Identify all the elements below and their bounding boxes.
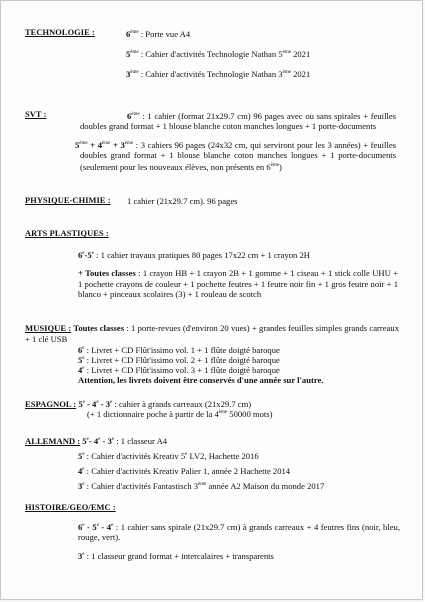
arts-line-toutes-classes: + Toutes classes : 1 crayon HB + 1 crayon 2B + 1 gomme + 1 ciseau + 1 stick colle UHU + 1 pochette crayons de couleur + 1 pochette feutres + 1 feutre noir fin + 1 gros feutre noir + 1 blanco + pinceaux scolaires (3) + 1 rouleau de scotch bbox=[78, 268, 398, 300]
musique-warning: Attention, les livrets doivent être conservés d'une année sur l'autre. bbox=[78, 375, 324, 385]
allemand-line-5: 5e : Cahier d'activités Kreativ 5e LV2, Hachette 2016 bbox=[78, 450, 259, 461]
espagnol-dictionary: (+ 1 dictionnaire poche à partir de la 4ème 50000 mots) bbox=[87, 408, 273, 419]
heading-espagnol: ESPAGNOL : bbox=[25, 398, 77, 409]
histoire-line-3: 3e : 1 classeur grand format + intercalaires + transparents bbox=[78, 550, 274, 561]
techno-line-5: 5ème : Cahier d'activités Technologie Nathan 5ème 2021 bbox=[126, 48, 311, 59]
allemand-line-4: 4e : Cahier d'activités Kreativ Palier 1, année 2 Hachette 2014 bbox=[78, 465, 291, 476]
heading-histoire-geo-emc: HISTOIRE/GEO/EMC : bbox=[25, 503, 116, 512]
techno-line-6: 6ème : Porte vue A4 bbox=[126, 28, 191, 39]
techno-line-3: 3ème : Cahier d'activités Technologie Nathan 3ème 2021 bbox=[126, 68, 311, 79]
physique-line: 1 cahier (21x29.7 cm). 96 pages bbox=[127, 196, 238, 206]
histoire-line-6-5-4: 6e - 5e - 4e : 1 cahier sans spirale (21x29.7 cm) à grands carreaux + 4 feutres fins (noir, bleu, rouge, vert). bbox=[78, 521, 400, 543]
heading-allemand: ALLEMAND : bbox=[25, 435, 81, 446]
heading-physique-chimie: PHYSIQUE-CHIMIE : bbox=[25, 196, 111, 205]
svt-paragraph-6: 6ème : 1 cahier (format 21x29.7 cm) 96 pages avec ou sans spirales + feuilles doubles grand format + 1 blouse blanche coton manches longues + 1 porte-documents bbox=[80, 110, 396, 132]
musique-line-5: 5e : Livret + CD Flût'issimo vol. 2 + 1 flûte doigté baroque bbox=[78, 354, 280, 365]
musique-line-6: 6e : Livret + CD Flût'issimo vol. 1 + 1 flûte doigté baroque bbox=[78, 344, 280, 355]
allemand-line-3: 3e : Cahier d'activités Fantastisch 3ème année A2 Maison du monde 2017 bbox=[78, 480, 325, 491]
heading-svt: SVT : bbox=[25, 110, 47, 119]
allemand-line: ALLEMAND : 5e- 4e - 3e : 1 classeur A4 bbox=[25, 435, 168, 446]
arts-line-6-5: 6e-5e : 1 cahier travaux pratiques 80 pages 17x22 cm + 1 crayon 2H bbox=[78, 249, 310, 260]
heading-technologie: TECHNOLOGIE : bbox=[25, 28, 95, 37]
musique-intro: MUSIQUE : Toutes classes : 1 porte-revues (d'environ 20 vues) + grandes feuilles simples grands carreaux + 1 clé USB bbox=[25, 323, 400, 344]
heading-arts-plastiques: ARTS PLASTIQUES : bbox=[25, 229, 109, 238]
heading-musique: MUSIQUE : bbox=[25, 323, 72, 333]
espagnol-line: ESPAGNOL : 5e - 4e - 3e : cahier à grands carreaux (21x29.7 cm) bbox=[25, 398, 252, 409]
svt-paragraph-5-4-3: 5ème + 4ème + 3ème : 3 cahiers 96 pages (24x32 cm, qui serviront pour les 3 années) + feuilles doubles grand format + 1 blouse blanche coton manches longues + 1 porte-documents (seulement pour les nouveaux élèves, non présents en 6ème) bbox=[75, 139, 396, 172]
musique-line-4: 4e : Livret + CD Flût'issimo vol. 3 + 1 flûte doigté baroque bbox=[78, 364, 280, 375]
